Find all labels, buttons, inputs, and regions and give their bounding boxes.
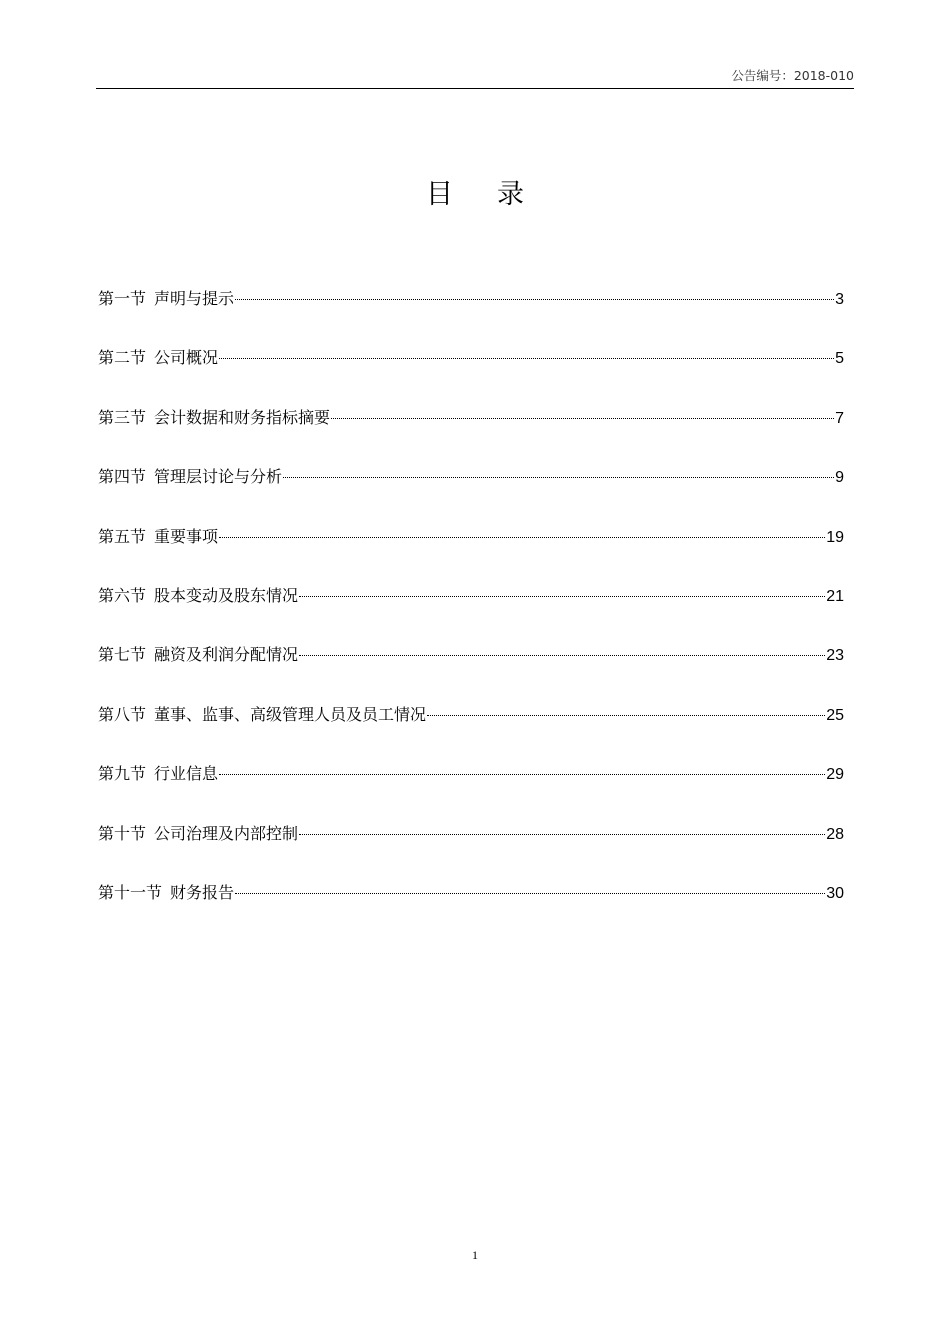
toc-page-number: 21 xyxy=(826,587,844,605)
toc-item[interactable] xyxy=(98,465,844,524)
toc-item-label: 董事、监事、高级管理人员及员工情况 xyxy=(154,704,427,724)
toc-dot-leader xyxy=(219,358,834,359)
toc-dot-leader xyxy=(331,418,834,419)
table-of-contents xyxy=(98,287,844,940)
toc-dot-leader xyxy=(283,477,834,478)
toc-item[interactable] xyxy=(98,525,844,584)
toc-section-number: 第三节 xyxy=(98,407,147,427)
page-number: 1 xyxy=(472,1248,478,1262)
toc-page-number: 25 xyxy=(826,706,844,724)
toc-section-number: 第四节 xyxy=(98,467,147,487)
toc-item[interactable] xyxy=(98,406,844,465)
toc-item-label: 股本变动及股东情况 xyxy=(154,585,299,605)
toc-item[interactable] xyxy=(98,881,844,940)
toc-item[interactable] xyxy=(98,703,844,762)
toc-section-number: 第十节 xyxy=(98,823,147,843)
toc-page-number: 28 xyxy=(826,825,844,843)
toc-dot-leader xyxy=(235,299,834,300)
toc-item-label: 重要事项 xyxy=(154,526,219,546)
toc-dot-leader xyxy=(299,596,825,597)
toc-dot-leader xyxy=(299,655,825,656)
toc-section-number: 第八节 xyxy=(98,704,147,724)
toc-item[interactable] xyxy=(98,287,844,346)
toc-page-number: 30 xyxy=(826,884,844,902)
toc-dot-leader xyxy=(219,774,825,775)
toc-dot-leader xyxy=(427,715,825,716)
toc-section-number: 第十一节 xyxy=(98,882,163,902)
toc-item[interactable] xyxy=(98,346,844,405)
toc-page-number: 23 xyxy=(826,647,844,665)
toc-item[interactable] xyxy=(98,584,844,643)
toc-dot-leader xyxy=(219,537,825,538)
toc-page-number: 5 xyxy=(835,350,844,368)
toc-page-number: 19 xyxy=(826,528,844,546)
toc-item-label: 融资及利润分配情况 xyxy=(154,645,299,665)
toc-item-label: 公司概况 xyxy=(154,348,219,368)
toc-section-number: 第七节 xyxy=(98,645,147,665)
toc-page-number: 29 xyxy=(826,766,844,784)
toc-page-number: 3 xyxy=(835,291,844,308)
header-divider xyxy=(96,88,854,89)
toc-section-number: 第一节 xyxy=(98,289,147,308)
toc-page-number: 9 xyxy=(835,469,844,487)
page-title: 目录 xyxy=(426,179,568,210)
toc-item-label: 声明与提示 xyxy=(154,289,235,308)
toc-section-number: 第五节 xyxy=(98,526,147,546)
toc-item-label: 会计数据和财务指标摘要 xyxy=(154,407,331,427)
toc-item-label: 财务报告 xyxy=(170,882,235,902)
toc-item-label: 行业信息 xyxy=(154,764,219,784)
toc-section-number: 第六节 xyxy=(98,585,147,605)
toc-section-number: 第二节 xyxy=(98,348,147,368)
toc-item[interactable] xyxy=(98,643,844,702)
toc-item-label: 管理层讨论与分析 xyxy=(154,467,283,487)
toc-item[interactable] xyxy=(98,762,844,821)
toc-page-number: 7 xyxy=(835,409,844,427)
announcement-number: 公告编号：2018-010 xyxy=(731,68,854,83)
toc-item-label: 公司治理及内部控制 xyxy=(154,823,299,843)
toc-section-number: 第九节 xyxy=(98,764,147,784)
toc-item[interactable] xyxy=(98,822,844,881)
toc-dot-leader xyxy=(235,893,825,894)
toc-dot-leader xyxy=(299,834,825,835)
